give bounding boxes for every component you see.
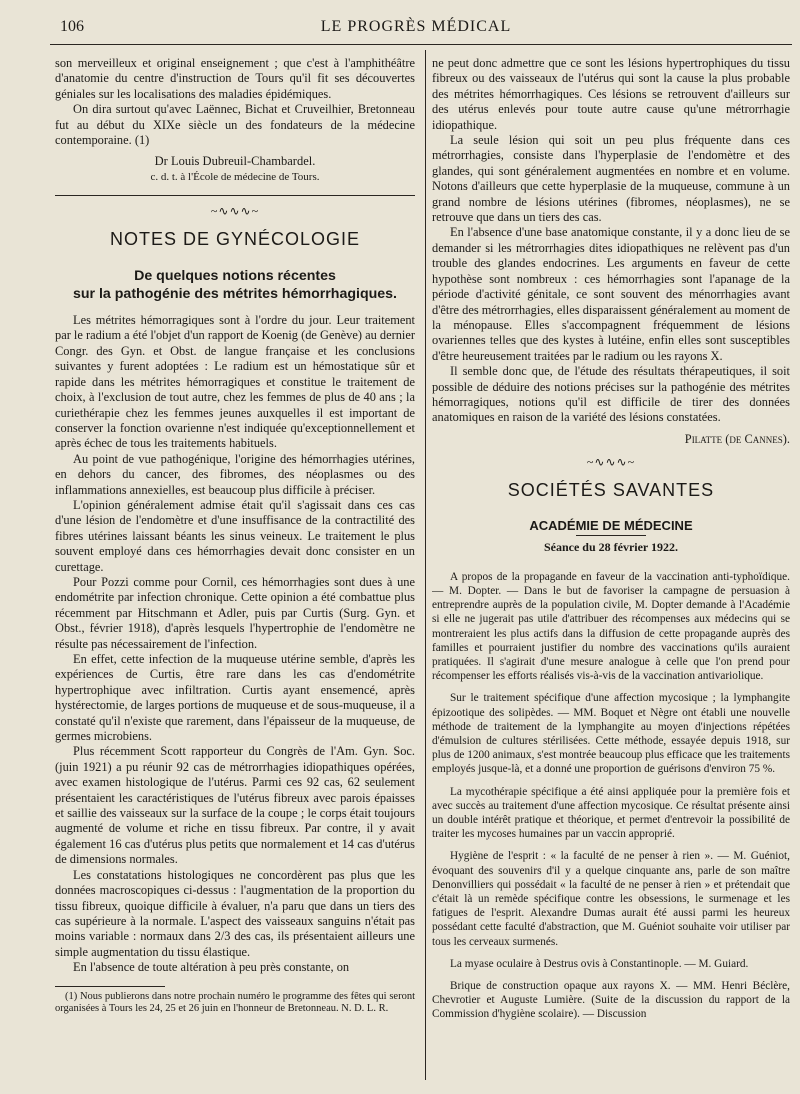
- academy-heading: ACADÉMIE DE MÉDECINE: [529, 517, 693, 533]
- session-report: La myase oculaire à Destrus ovis à Constantinople. — M. Guiard.: [450, 957, 749, 970]
- intro-paragraph: son merveilleux et original enseignement ; que c'est à l'amphithéâtre d'anatomie du centre d'instruction de Tours qu'il fit ses découvertes géniales sur les localisations des maladies épidémiques.: [55, 56, 415, 101]
- section-rule: [55, 195, 415, 196]
- academy-rule: [576, 535, 646, 536]
- ornament-divider: ~∿∿∿~: [586, 455, 636, 470]
- article-title-line: sur la pathogénie des métrites hémorrhagiques.: [72, 286, 398, 303]
- body-paragraph: Au point de vue pathogénique, l'origine des hémorrhagies utérines, en dehors du cancer, des fibromes, des néoplasmes ou des inflammations annexielles, est beaucoup plus difficile à préciser.: [55, 451, 415, 497]
- header-rule: [50, 44, 792, 45]
- ornament-divider: ~∿∿∿~: [210, 204, 260, 219]
- body-paragraph: ne peut donc admettre que ce sont les lésions hypertrophiques du tissu fibreux ou des vaisseaux de l'utérus qui sont la cause la plus probable des métrites hémorrhagiques. Ces lésions se retrouvent d'ailleurs sur des utérus enlevés pour toute autre cause qu'une métrorrhagie idiopathique.: [432, 56, 790, 132]
- intro-paragraph: On dira surtout qu'avec Laënnec, Bichat et Cruveilhier, Bretonneau fut au début du XIXe siècle un des fondateurs de la médecine contemporaine. (1): [55, 102, 415, 148]
- body-paragraph: En l'absence de toute altération à peu près constante, on: [73, 960, 350, 975]
- footnote: (1) Nous publierons dans notre prochain numéro le programme des fêtes qui seront organisées à Tours les 24, 25 et 26 juin en l'honneur de Bretonneau. N. D. L. R.: [55, 990, 415, 1015]
- body-paragraph: La seule lésion qui soit un peu plus fréquente dans ces métrorrhagies, consiste dans l'hyperplasie de l'endomètre et des glandes, qui sont généralement augmentées en nombre et en volume. Notons d'ailleurs que cette hyperplasie de la muqueuse, commune à un grand nombre de lésions utérines (fibromes, néoplasmes), ne se retrouve que dans un tiers des cas.: [432, 133, 790, 225]
- author-affiliation: c. d. t. à l'École de médecine de Tours.: [150, 170, 320, 183]
- session-date: Séance du 28 février 1922.: [543, 540, 679, 555]
- article-title: [55, 267, 415, 303]
- journal-title: LE PROGRÈS MÉDICAL: [320, 18, 512, 35]
- author-signature: Pilatte (de Cannes).: [684, 431, 790, 446]
- body-paragraph: En effet, cette infection de la muqueuse utérine semble, d'après les expériences de Curtis, être rare dans les cas d'endométrite hypertrophique avec infiltration. Curtis ayant ensemencé, après hystérectomie, de larges portions de muqueuse et de sous-muqueuse, il a constaté qu'il n'existe que rarement, dans l'épaisseur de la muqueuse, de germes microbiens.: [55, 652, 415, 744]
- left-column: [55, 56, 415, 1086]
- session-report: Brique de construction opaque aux rayons X. — MM. Henri Béclère, Chevrotier et Auguste Lumière. (Suite de la discussion du rapport de la Commission d'hygiène scolaire). — Discussion: [432, 980, 790, 1021]
- body-paragraph: Les constatations histologiques ne concordèrent pas plus que les données macroscopiques ci-dessus : l'augmentation de la proportion du tissu fibreux, quoique difficile à évaluer, n'a paru que dans un tiers des cas supérieure à la normale. L'aspect des vaisseaux sanguins n'était pas moins variable : normaux dans 2/3 des cas, ils présentaient ailleurs une simple augmentation du tissu élastique.: [55, 867, 415, 959]
- column-divider: [425, 50, 426, 1080]
- section-title: NOTES DE GYNÉCOLOGIE: [109, 228, 361, 249]
- article-title-line: De quelques notions récentes: [134, 268, 336, 285]
- section-title: SOCIÉTÉS SAVANTES: [507, 479, 715, 500]
- body-paragraph: Pour Pozzi comme pour Cornil, ces hémorrhagies sont dues à une endométrite par infection chronique. Cette opinion a été combattue plus récemment par Hitschmann et Adler, puis par Curtis (Surg. Gyn. et Obst., février 1918), d'après lesquels l'hypertrophie de l'endomètre ne résulte pas nécessairement de l'infection.: [55, 574, 415, 651]
- body-paragraph: L'opinion généralement admise était qu'il s'agissait dans ces cas d'une lésion de l'endomètre et d'une insuffisance de la contractilité des fibres utérines laissant béants les sinus veineux. Le traitement le plus souvent employé dans ces hémorrhagies devait donc consister en un curettage.: [55, 497, 415, 574]
- session-report: A propos de la propagande en faveur de la vaccination anti-typhoïdique. — M. Dopter. — Dans le but de favoriser la campagne de persuasion à entreprendre auprès de la population civile, M. Dopter demande à l'Académie si elle ne jugerait pas utile d'attribuer des récompenses aux médecins qui se montreraient les plus actifs dans la diffusion de cette propagande auprès des familles et pourraient justifier du nombre des vaccinations qu'ils auraient pratiquées. Il s'agirait d'une mesure analogue à celle que l'on prend pour récompenser les efforts réalisés vis-à-vis de la vaccination antivariolique.: [432, 570, 790, 683]
- page-header: [40, 18, 792, 42]
- body-paragraph: Il semble donc que, de l'étude des résultats thérapeutiques, il soit possible de déduire des notions précises sur la pathogénie des métrites hémorragiques, notions qu'il est difficile de tirer des données anatomiques en raison de la variété des lésions constatées.: [432, 364, 790, 425]
- body-paragraph: En l'absence d'une base anatomique constante, il y a donc lieu de se demander si les métrorrhagies dites idiopathiques ne relèvent pas d'un trouble des glandes endocrines. Les arguments en faveur de cette hypothèse sont nombreux : ces hémorrhagies sont l'apanage de la période d'activité génitale, ce sont souvent des ménorrhagies avant d'être des métrorrhagies, elles disparaissent généralement au moment de la ménopause. Elles s'accompagnent fréquemment de lésions ovariennes telles que des kystes à lutéine, enfin elles sont susceptibles d'être heureusement traitées par le radium ou les rayons X.: [432, 225, 790, 363]
- author-signature: Dr Louis Dubreuil-Chambardel.: [154, 154, 316, 169]
- session-report: Hygiène de l'esprit : « la faculté de ne penser à rien ». — M. Guéniot, évoquant des souvenirs d'il y a quelque cinquante ans, parle de son maître Denonvilliers qui possédait « la faculté de ne penser à rien » et prétendait que c'était là un remède spécifique contre les obsessions, le surmenage et les fatigues de l'esprit. Alexandre Dumas aurait été aussi parmi les heureux possédant cette faculté d'abstraction, que M. Guéniot souhaite voir utiliser par tous les cerveaux surmenés.: [432, 850, 790, 948]
- session-report: La mycothérapie spécifique a été ainsi appliquée pour la première fois et avec succès au traitement d'une affection mycosique. Ce résultat présente ainsi un double intérêt pratique et théorique, et permet d'entrevoir la possibilité de traiter les mycoses humaines par un vaccin approprié.: [432, 785, 790, 841]
- footnote-rule: [55, 986, 165, 987]
- page-number: 106: [60, 18, 84, 35]
- body-paragraph: Plus récemment Scott rapporteur du Congrès de l'Am. Gyn. Soc. (juin 1921) a pu réunir 92 cas de métrorrhagies idiopathiques opérées, avec examen histologique de l'utérus. Parmi ces 92 cas, 62 seulement présentaient les caractéristiques de l'utérus fibreux avec parois épaisses et saillie des vaisseaux sur la surface de la coupe ; le corps était toujours augmenté de volume et riche en tissu fibreux. Par contre, il y avait également 16 cas d'utérus plus petits que normalement et 14 cas d'utérus de dimensions normales.: [55, 744, 415, 867]
- right-column: [432, 56, 790, 1086]
- session-report: Sur le traitement spécifique d'une affection mycosique ; la lymphangite épizootique des solipèdes. — MM. Boquet et Nègre ont établi une nouvelle méthode de traitement de la lymphangite au moyen d'injections répétées d'émulsion de cultures stérilisées. Cette méthode, essayée depuis 1918, sur plus de 1200 animaux, s'est montrée beaucoup plus efficace que les traitements employés jusque-là, et a donné une proportion de guérisons d'environ 75 %.: [432, 692, 790, 776]
- body-paragraph: Les métrites hémorragiques sont à l'ordre du jour. Leur traitement par le radium a été l'objet d'un rapport de Koenig (de Genève) au dernier Congr. des Gyn. et Obst. de langue française et les conclusions suivantes y furent adoptées : Le radium est un hémostatique sûr et rapide dans les métrites hémorragiques et constitue le traitement de choix, à l'exclusion de tout autre, chez les femmes de plus de 40 ans ; la curiethérapie chez les femmes jeunes auxquelles il est important de conserver la fonction ovarienne n'est indiquée qu'exceptionnellement et après échec de tous les traitements habituels.: [55, 313, 415, 451]
